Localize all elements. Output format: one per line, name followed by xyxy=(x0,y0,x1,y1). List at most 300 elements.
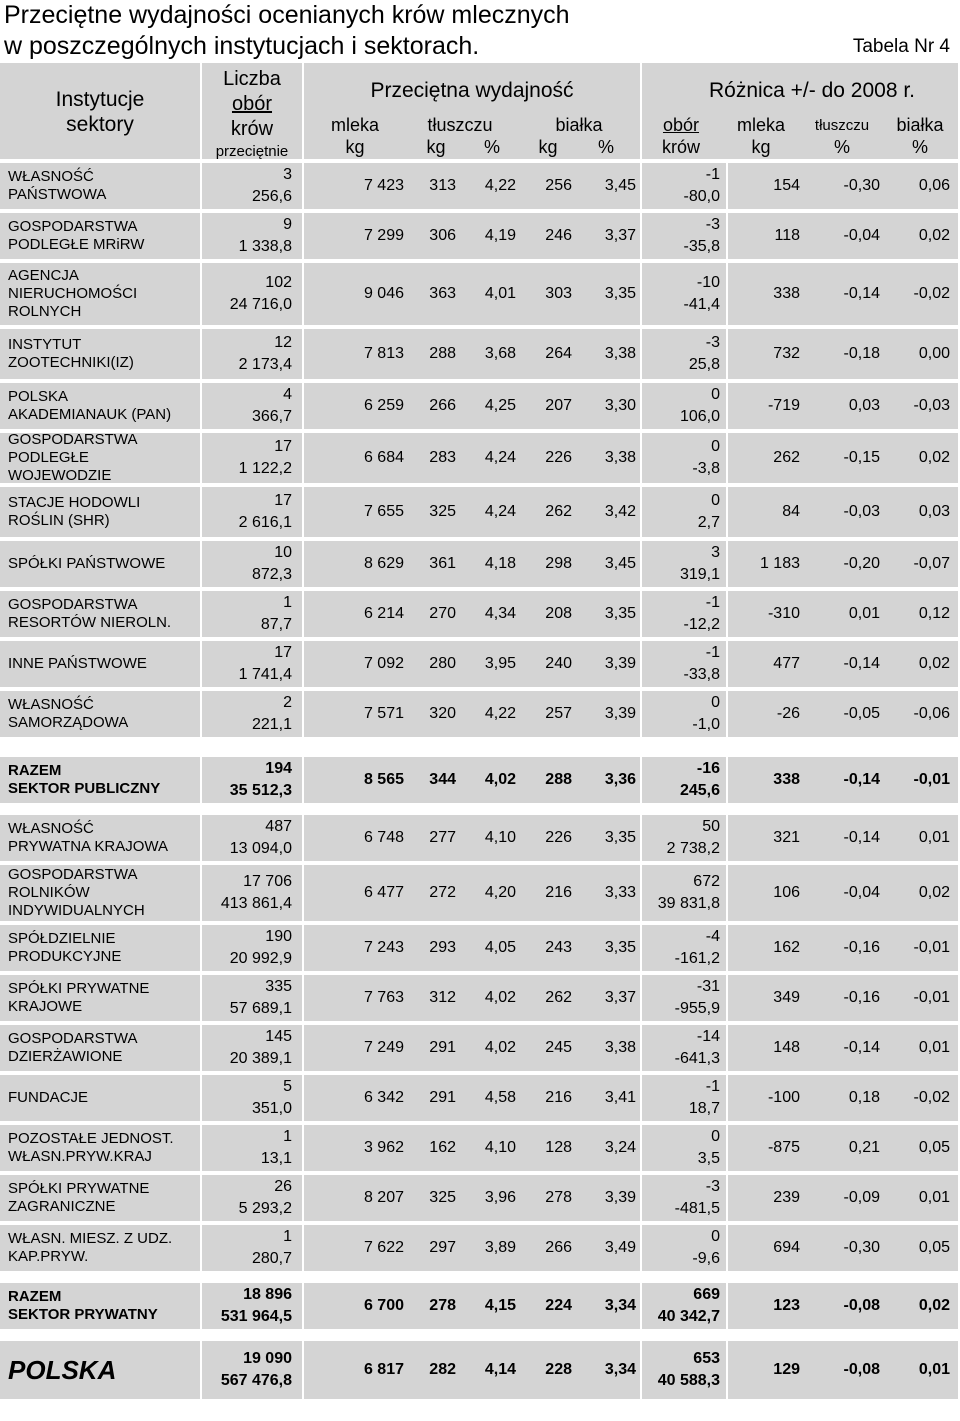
protein-pct: 3,34 xyxy=(604,1297,636,1314)
row-label-line: KRAJOWE xyxy=(8,998,83,1015)
diff-milk: 338 xyxy=(773,285,800,302)
diff-milk: 1 183 xyxy=(759,555,800,572)
cow-count: 256,6 xyxy=(251,188,292,205)
diff-fat: 0,21 xyxy=(848,1139,880,1156)
table-row xyxy=(0,1283,960,1329)
header-d-bialka: białka xyxy=(896,115,944,135)
diff-protein: 0,02 xyxy=(918,655,950,672)
header-liczba: Liczba xyxy=(223,68,281,90)
row-label xyxy=(0,815,200,861)
milk-kg: 7 423 xyxy=(363,177,404,194)
fat-kg: 270 xyxy=(429,605,456,622)
barn-count: 190 xyxy=(265,928,292,945)
fat-kg: 266 xyxy=(429,397,456,414)
row-label-line: POLSKA xyxy=(8,1355,117,1385)
barn-count: 487 xyxy=(265,818,292,835)
herd-count-cell xyxy=(202,383,302,429)
cow-count: 87,7 xyxy=(260,616,292,633)
diff-barns: 0 xyxy=(711,438,720,455)
header-krow: krów xyxy=(230,118,274,140)
header-d-tluszczu: tłuszczu xyxy=(814,117,870,134)
row-label xyxy=(0,163,200,209)
yield-cell xyxy=(304,865,640,921)
diff-protein: 0,02 xyxy=(918,884,950,901)
diff-cows: -9,6 xyxy=(692,1250,720,1267)
row-label-line: STACJE HODOWLI xyxy=(8,494,141,511)
protein-kg: 226 xyxy=(545,829,572,846)
diff-fat: -0,08 xyxy=(843,1361,880,1378)
header-bialka-pct: % xyxy=(597,137,614,157)
row-label-line: RAZEM xyxy=(8,1288,62,1305)
diff-protein: -0,02 xyxy=(913,1089,950,1106)
herd-count-cell xyxy=(202,691,302,737)
diff-yield-cell xyxy=(728,975,958,1021)
diff-protein: 0,00 xyxy=(918,345,950,362)
table-row xyxy=(0,591,960,637)
fat-pct: 4,05 xyxy=(484,939,516,956)
diff-protein: -0,02 xyxy=(913,285,950,302)
header-d-kg: kg xyxy=(751,137,771,157)
row-label xyxy=(0,1175,200,1221)
table-row xyxy=(0,433,960,483)
table-row xyxy=(0,1341,960,1399)
cow-count: 351,0 xyxy=(251,1100,292,1117)
protein-pct: 3,38 xyxy=(604,345,636,362)
diff-barns: -1 xyxy=(705,594,720,611)
fat-kg: 306 xyxy=(429,227,456,244)
diff-milk: 123 xyxy=(773,1297,800,1314)
cow-count: 13,1 xyxy=(260,1150,292,1167)
fat-kg: 278 xyxy=(429,1297,456,1314)
cow-count: 366,7 xyxy=(251,408,292,425)
table-row xyxy=(0,757,960,803)
fat-pct: 4,15 xyxy=(484,1297,516,1314)
diff-yield-cell xyxy=(728,1075,958,1121)
protein-kg: 207 xyxy=(545,397,572,414)
row-label-line: FUNDACJE xyxy=(8,1089,89,1106)
milk-kg: 7 571 xyxy=(363,705,404,722)
row-label-line: RAZEM xyxy=(8,762,62,779)
cow-count: 872,3 xyxy=(251,566,292,583)
diff-herd-cell xyxy=(642,541,726,587)
barn-count: 17 xyxy=(274,438,292,455)
diff-barns: -31 xyxy=(696,978,720,995)
fat-pct: 4,24 xyxy=(484,503,516,520)
row-label-line: SAMORZĄDOWA xyxy=(8,714,129,731)
milk-kg: 7 243 xyxy=(363,939,404,956)
yield-cell xyxy=(304,1341,640,1399)
diff-yield-cell xyxy=(728,591,958,637)
fat-pct: 4,10 xyxy=(484,829,516,846)
header-d-mleka: mleka xyxy=(736,115,785,135)
row-label-line: DZIERŻAWIONE xyxy=(8,1048,123,1065)
table-row xyxy=(0,263,960,325)
protein-kg: 303 xyxy=(545,285,572,302)
fat-pct: 4,02 xyxy=(484,771,516,788)
diff-yield-cell xyxy=(728,487,958,537)
herd-count-cell xyxy=(202,1283,302,1329)
diff-fat: 0,03 xyxy=(848,397,880,414)
protein-pct: 3,35 xyxy=(604,829,636,846)
diff-herd-cell xyxy=(642,925,726,971)
diff-protein: 0,05 xyxy=(918,1139,950,1156)
diff-protein: -0,01 xyxy=(913,939,950,956)
diff-yield-cell xyxy=(728,691,958,737)
herd-count-cell xyxy=(202,1075,302,1121)
diff-protein: 0,03 xyxy=(918,503,950,520)
diff-fat: -0,14 xyxy=(843,829,880,846)
barn-count: 17 xyxy=(274,644,292,661)
row-label-line: NIERUCHOMOŚCI xyxy=(8,285,138,302)
diff-yield-cell xyxy=(728,1283,958,1329)
row-label xyxy=(0,757,200,803)
milk-kg: 6 342 xyxy=(363,1089,404,1106)
protein-pct: 3,36 xyxy=(604,771,636,788)
fat-kg: 325 xyxy=(429,1189,456,1206)
fat-pct: 4,22 xyxy=(484,177,516,194)
diff-protein: 0,05 xyxy=(918,1239,950,1256)
diff-milk: 106 xyxy=(773,884,800,901)
cow-count: 1 338,8 xyxy=(238,238,292,255)
diff-barns: 50 xyxy=(702,818,720,835)
diff-protein: 0,12 xyxy=(918,605,950,622)
protein-kg: 257 xyxy=(545,705,572,722)
header-count xyxy=(202,63,302,159)
herd-count-cell xyxy=(202,757,302,803)
protein-kg: 216 xyxy=(545,884,572,901)
diff-protein: 0,01 xyxy=(918,1189,950,1206)
yield-cell xyxy=(304,1283,640,1329)
yield-cell xyxy=(304,383,640,429)
milk-kg: 8 629 xyxy=(363,555,404,572)
row-label-line: AGENCJA xyxy=(8,267,79,284)
diff-fat: -0,14 xyxy=(843,655,880,672)
row-label xyxy=(0,641,200,687)
protein-pct: 3,37 xyxy=(604,227,636,244)
yield-cell xyxy=(304,1175,640,1221)
protein-pct: 3,38 xyxy=(604,1039,636,1056)
milk-kg: 6 477 xyxy=(363,884,404,901)
diff-fat: -0,14 xyxy=(843,771,880,788)
table-row xyxy=(0,1075,960,1121)
row-label-line: WŁASNOŚĆ xyxy=(8,696,94,713)
barn-count: 1 xyxy=(283,1128,292,1145)
row-label-line: SPÓŁKI PRYWATNE xyxy=(8,1180,150,1197)
diff-cows: -35,8 xyxy=(683,238,720,255)
herd-count-cell xyxy=(202,263,302,325)
fat-kg: 288 xyxy=(429,345,456,362)
diff-protein: 0,01 xyxy=(918,1361,950,1378)
barn-count: 1 xyxy=(283,594,292,611)
yield-cell xyxy=(304,263,640,325)
diff-milk: 321 xyxy=(773,829,800,846)
row-label xyxy=(0,433,200,483)
barn-count: 3 xyxy=(283,166,292,183)
diff-protein: 0,02 xyxy=(918,1297,950,1314)
diff-herd-cell xyxy=(642,1075,726,1121)
row-label xyxy=(0,1341,200,1399)
row-label xyxy=(0,541,200,587)
row-label xyxy=(0,487,200,537)
diff-fat: -0,14 xyxy=(843,1039,880,1056)
protein-kg: 216 xyxy=(545,1089,572,1106)
diff-herd-cell xyxy=(642,1175,726,1221)
barn-count: 102 xyxy=(265,274,292,291)
protein-pct: 3,34 xyxy=(604,1361,636,1378)
diff-cows: 319,1 xyxy=(679,566,720,583)
fat-pct: 3,68 xyxy=(484,345,516,362)
protein-kg: 245 xyxy=(545,1039,572,1056)
header-yield xyxy=(304,63,640,159)
diff-herd-cell xyxy=(642,975,726,1021)
row-label-line: GOSPODARSTWA xyxy=(8,218,138,235)
protein-pct: 3,35 xyxy=(604,605,636,622)
cow-count: 20 389,1 xyxy=(229,1050,292,1067)
diff-herd-cell xyxy=(642,329,726,379)
row-label-line: INSTYTUT xyxy=(8,336,82,353)
diff-milk: 262 xyxy=(773,449,800,466)
table-row xyxy=(0,641,960,687)
row-label-line: WŁASN.PRYW.KRAJ xyxy=(8,1148,152,1165)
barn-count: 2 xyxy=(283,694,292,711)
diff-yield-cell xyxy=(728,865,958,921)
diff-cows: -1,0 xyxy=(692,716,720,733)
yield-cell xyxy=(304,975,640,1021)
row-label-line: GOSPODARSTWA xyxy=(8,431,138,448)
protein-kg: 208 xyxy=(545,605,572,622)
header-d-krow: krów xyxy=(661,137,700,157)
header-bialka: białka xyxy=(555,115,603,135)
diff-yield-cell xyxy=(728,1025,958,1071)
milk-kg: 7 299 xyxy=(363,227,404,244)
protein-pct: 3,45 xyxy=(604,555,636,572)
fat-pct: 4,02 xyxy=(484,989,516,1006)
diff-herd-cell xyxy=(642,865,726,921)
diff-herd-cell xyxy=(642,433,726,483)
diff-cows: 106,0 xyxy=(679,408,720,425)
row-label-line: POZOSTAŁE JEDNOST. xyxy=(8,1130,174,1147)
header-przecietna-wydajnosc: Przeciętna wydajność xyxy=(370,79,574,102)
herd-count-cell xyxy=(202,1225,302,1271)
protein-pct: 3,37 xyxy=(604,989,636,1006)
diff-cows: -33,8 xyxy=(683,666,720,683)
diff-yield-cell xyxy=(728,541,958,587)
row-label-line: KAP.PRYW. xyxy=(8,1248,89,1265)
data-table xyxy=(0,63,960,1399)
diff-yield-cell xyxy=(728,433,958,483)
cow-count: 567 476,8 xyxy=(220,1372,292,1389)
herd-count-cell xyxy=(202,925,302,971)
protein-pct: 3,45 xyxy=(604,177,636,194)
fat-kg: 320 xyxy=(429,705,456,722)
row-label xyxy=(0,213,200,259)
diff-milk: -875 xyxy=(767,1139,800,1156)
diff-fat: 0,18 xyxy=(848,1089,880,1106)
row-label xyxy=(0,383,200,429)
protein-pct: 3,39 xyxy=(604,1189,636,1206)
page-title xyxy=(4,0,570,62)
row-label-line: WŁASN. MIESZ. Z UDZ. xyxy=(8,1230,173,1247)
row-label xyxy=(0,263,200,325)
row-label-line: PRODUKCYJNE xyxy=(8,948,122,965)
diff-fat: -0,04 xyxy=(843,884,880,901)
diff-herd-cell xyxy=(642,1225,726,1271)
yield-cell xyxy=(304,691,640,737)
fat-pct: 4,24 xyxy=(484,449,516,466)
table-header xyxy=(0,63,960,159)
diff-yield-cell xyxy=(728,329,958,379)
diff-protein: 0,02 xyxy=(918,227,950,244)
diff-yield-cell xyxy=(728,263,958,325)
diff-milk: 694 xyxy=(773,1239,800,1256)
row-label xyxy=(0,329,200,379)
diff-milk: -310 xyxy=(767,605,800,622)
header-d-pct2: % xyxy=(911,137,928,157)
diff-protein: 0,01 xyxy=(918,1039,950,1056)
protein-kg: 288 xyxy=(545,771,572,788)
diff-barns: -1 xyxy=(705,1078,720,1095)
diff-fat: -0,04 xyxy=(843,227,880,244)
herd-count-cell xyxy=(202,433,302,483)
protein-pct: 3,33 xyxy=(604,884,636,901)
fat-pct: 4,18 xyxy=(484,555,516,572)
cow-count: 1 122,2 xyxy=(238,460,292,477)
diff-barns: -3 xyxy=(705,334,720,351)
table-row xyxy=(0,1175,960,1221)
diff-barns: -1 xyxy=(705,644,720,661)
protein-kg: 243 xyxy=(545,939,572,956)
diff-protein: 0,02 xyxy=(918,449,950,466)
diff-fat: -0,30 xyxy=(843,177,880,194)
row-label-line: INNE PAŃSTWOWE xyxy=(8,655,147,672)
protein-pct: 3,24 xyxy=(604,1139,636,1156)
milk-kg: 6 214 xyxy=(363,605,404,622)
row-label-line: GOSPODARSTWA xyxy=(8,596,138,613)
header-przecietnie: przeciętnie xyxy=(215,143,289,160)
header-tluszczu-pct: % xyxy=(483,137,500,157)
diff-milk: 349 xyxy=(773,989,800,1006)
row-label xyxy=(0,1075,200,1121)
header-difference xyxy=(642,63,958,159)
diff-cows: -955,9 xyxy=(674,1000,720,1017)
table-row xyxy=(0,691,960,737)
protein-pct: 3,35 xyxy=(604,285,636,302)
cow-count: 35 512,3 xyxy=(229,782,292,799)
yield-cell xyxy=(304,1125,640,1171)
diff-fat: -0,08 xyxy=(843,1297,880,1314)
row-label-line: PRYWATNA KRAJOWA xyxy=(8,838,169,855)
cow-count: 413 861,4 xyxy=(220,895,292,912)
row-label xyxy=(0,975,200,1021)
barn-count: 26 xyxy=(274,1178,292,1195)
yield-cell xyxy=(304,213,640,259)
diff-cows: -641,3 xyxy=(674,1050,720,1067)
cow-count: 531 964,5 xyxy=(220,1308,292,1325)
fat-kg: 162 xyxy=(429,1139,456,1156)
row-label xyxy=(0,1225,200,1271)
milk-kg: 7 655 xyxy=(363,503,404,520)
protein-kg: 278 xyxy=(545,1189,572,1206)
yield-cell xyxy=(304,1225,640,1271)
diff-cows: -161,2 xyxy=(674,950,720,967)
row-label xyxy=(0,865,200,921)
barn-count: 194 xyxy=(265,760,292,777)
diff-yield-cell xyxy=(728,383,958,429)
diff-fat: -0,20 xyxy=(843,555,880,572)
fat-pct: 4,19 xyxy=(484,227,516,244)
diff-protein: -0,06 xyxy=(913,705,950,722)
milk-kg: 6 748 xyxy=(363,829,404,846)
row-label-line: SPÓŁKI PAŃSTWOWE xyxy=(8,555,166,572)
diff-barns: -1 xyxy=(705,166,720,183)
diff-herd-cell xyxy=(642,1283,726,1329)
barn-count: 18 896 xyxy=(243,1286,292,1303)
cow-count: 5 293,2 xyxy=(238,1200,292,1217)
diff-milk: 129 xyxy=(773,1361,800,1378)
herd-count-cell xyxy=(202,487,302,537)
protein-kg: 266 xyxy=(545,1239,572,1256)
diff-milk: 154 xyxy=(773,177,800,194)
diff-protein: 0,01 xyxy=(918,829,950,846)
diff-barns: 3 xyxy=(711,544,720,561)
fat-kg: 280 xyxy=(429,655,456,672)
table-body xyxy=(0,163,960,1399)
barn-count: 17 706 xyxy=(243,873,292,890)
protein-kg: 298 xyxy=(545,555,572,572)
table-row xyxy=(0,487,960,537)
milk-kg: 6 684 xyxy=(363,449,404,466)
row-label-line: WŁASNOŚĆ xyxy=(8,820,94,837)
diff-yield-cell xyxy=(728,1225,958,1271)
fat-kg: 361 xyxy=(429,555,456,572)
protein-kg: 264 xyxy=(545,345,572,362)
diff-barns: 672 xyxy=(693,873,720,890)
milk-kg: 7 763 xyxy=(363,989,404,1006)
diff-barns: -4 xyxy=(705,928,720,945)
row-label xyxy=(0,925,200,971)
table-row xyxy=(0,1125,960,1171)
diff-herd-cell xyxy=(642,1125,726,1171)
diff-milk: -100 xyxy=(767,1089,800,1106)
fat-pct: 4,58 xyxy=(484,1089,516,1106)
header-d-pct1: % xyxy=(833,137,850,157)
fat-pct: 4,34 xyxy=(484,605,516,622)
diff-fat: -0,16 xyxy=(843,939,880,956)
herd-count-cell xyxy=(202,815,302,861)
diff-herd-cell xyxy=(642,163,726,209)
header-institutions xyxy=(0,63,200,159)
section-gap xyxy=(0,803,960,811)
protein-pct: 3,41 xyxy=(604,1089,636,1106)
row-label-line: PAŃSTWOWA xyxy=(8,186,107,203)
diff-herd-cell xyxy=(642,591,726,637)
diff-herd-cell xyxy=(642,1341,726,1399)
protein-kg: 262 xyxy=(545,989,572,1006)
diff-cows: 25,8 xyxy=(688,356,720,373)
row-label-line: SPÓŁDZIELNIE xyxy=(8,930,116,947)
row-label-line: ROLNYCH xyxy=(8,303,82,320)
diff-barns: 653 xyxy=(693,1350,720,1367)
diff-barns: -14 xyxy=(696,1028,720,1045)
fat-kg: 277 xyxy=(429,829,456,846)
diff-barns: -16 xyxy=(696,760,720,777)
header-roznica: Różnica +/- do 2008 r. xyxy=(708,79,916,102)
cow-count: 24 716,0 xyxy=(229,296,292,313)
diff-milk: 162 xyxy=(773,939,800,956)
barn-count: 9 xyxy=(283,216,292,233)
milk-kg: 7 813 xyxy=(363,345,404,362)
fat-kg: 312 xyxy=(429,989,456,1006)
